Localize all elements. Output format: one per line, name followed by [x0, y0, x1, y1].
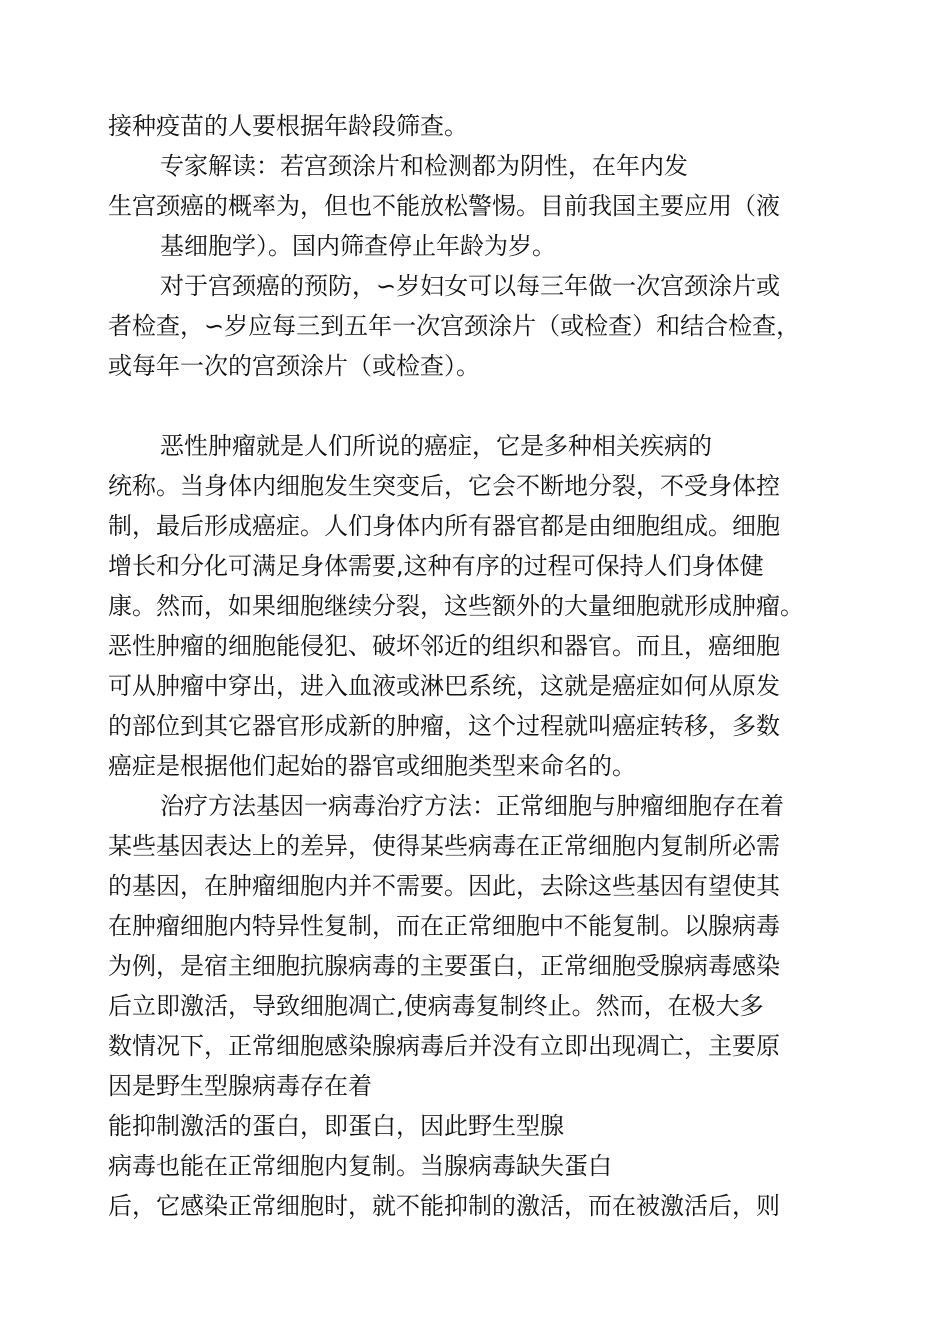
text-line: 能抑制激活的蛋白，即蛋白，因此野生型腺: [108, 1112, 564, 1140]
text-line: 者检查，∽岁应每三到五年一次宫颈涂片（或检查）和结合检查，: [108, 312, 801, 340]
text-line: 癌症是根据他们起始的器官或细胞类型来命名的。: [108, 752, 636, 780]
text-line: 因是野生型腺病毒存在着: [108, 1072, 372, 1100]
text-line: 恶性肿瘤的细胞能侵犯、破坏邻近的组织和器官。而且，癌细胞: [108, 632, 780, 660]
text-line: 后，它感染正常细胞时，就不能抑制的激活，而在被激活后，则: [108, 1192, 780, 1220]
text-line: 增长和分化可满足身体需要,这种有序的过程可保持人们身体健: [108, 552, 764, 580]
text-line: 数情况下，正常细胞感染腺病毒后并没有立即出现凋亡，主要原: [108, 1032, 780, 1060]
text-line: 后立即激活，导致细胞凋亡,使病毒复制终止。然而，在极大多: [108, 992, 764, 1020]
text-line: 统称。当身体内细胞发生突变后，它会不断地分裂，不受身体控: [108, 472, 780, 500]
text-line: 制，最后形成癌症。人们身体内所有器官都是由细胞组成。细胞: [108, 512, 780, 540]
text-line: 可从肿瘤中穿出，进入血液或淋巴系统，这就是癌症如何从原发: [108, 672, 780, 700]
text-line: 生宫颈癌的概率为，但也不能放松警惕。目前我国主要应用（液: [108, 192, 780, 220]
text-line: 专家解读：若宫颈涂片和检测都为阴性，在年内发: [160, 152, 688, 180]
text-line: 的部位到其它器官形成新的肿瘤，这个过程就叫癌症转移，多数: [108, 712, 780, 740]
text-line: 为例，是宿主细胞抗腺病毒的主要蛋白，正常细胞受腺病毒感染: [108, 952, 780, 980]
text-line: 接种疫苗的人要根据年龄段筛查。: [108, 112, 468, 140]
text-line: 恶性肿瘤就是人们所说的癌症，它是多种相关疾病的: [160, 432, 712, 460]
text-line: 基细胞学）。国内筛查停止年龄为岁。: [160, 232, 556, 260]
text-line: 或每年一次的宫颈涂片（或检查）。: [108, 352, 480, 380]
text-line: 的基因，在肿瘤细胞内并不需要。因此，去除这些基因有望使其: [108, 872, 780, 900]
text-line: 对于宫颈癌的预防，∽岁妇女可以每三年做一次宫颈涂片或: [160, 272, 781, 300]
text-line: 某些基因表达上的差异，使得某些病毒在正常细胞内复制所必需: [108, 832, 780, 860]
text-line: 病毒也能在正常细胞内复制。当腺病毒缺失蛋白: [108, 1152, 612, 1180]
text-line: 在肿瘤细胞内特异性复制，而在正常细胞中不能复制。以腺病毒: [108, 912, 780, 940]
text-line: 治疗方法基因一病毒治疗方法：正常细胞与肿瘤细胞存在着: [160, 792, 784, 820]
text-line: 康。然而，如果细胞继续分裂，这些额外的大量细胞就形成肿瘤。: [108, 592, 804, 620]
